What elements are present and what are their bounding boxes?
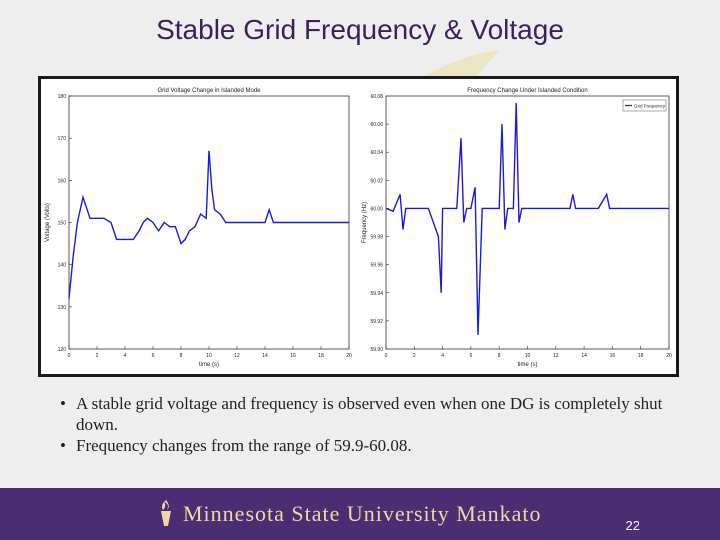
x-tick-label: 18	[637, 353, 644, 359]
x-tick-label: 2	[95, 353, 99, 359]
y-axis-label: Frequency (Hz)	[362, 201, 368, 244]
y-tick-label: 60.06	[370, 122, 383, 129]
x-tick-label: 6	[151, 353, 155, 359]
x-tick-label: 12	[553, 353, 559, 359]
x-tick-label: 20	[666, 353, 672, 359]
bullet-item	[60, 435, 680, 456]
x-tick-label: 4	[441, 353, 444, 359]
chart-title: Frequency Change Under Islanded Condition	[467, 88, 588, 94]
x-tick-label: 0	[67, 353, 71, 359]
x-tick-label: 2	[412, 353, 416, 359]
figure-panel	[41, 79, 676, 374]
x-tick-label: 18	[318, 353, 324, 359]
voltage-chart	[45, 88, 352, 368]
y-tick-label: 60.00	[370, 206, 383, 213]
university-name: Minnesota State University Mankato	[183, 501, 542, 526]
y-axis-label: Voltage (Volts)	[45, 203, 51, 242]
x-tick-label: 8	[179, 353, 183, 359]
bullet-marker: •	[60, 394, 66, 413]
bullet-marker: •	[60, 436, 66, 455]
x-tick-label: 0	[384, 353, 388, 359]
bullet-text: Frequency changes from the range of 59.9-60.08.	[76, 436, 412, 455]
y-tick-label: 59.98	[370, 234, 383, 241]
charts-svg	[41, 79, 676, 374]
figure-frame	[38, 76, 679, 377]
x-tick-label: 12	[234, 353, 240, 359]
y-tick-label: 160	[57, 178, 66, 185]
bullet-text: A stable grid voltage and frequency is observed even when one DG is completely shut down.	[76, 394, 663, 434]
y-tick-label: 59.94	[370, 290, 383, 297]
y-tick-label: 60.02	[370, 178, 383, 185]
x-axis-label: time (s)	[517, 362, 538, 368]
y-tick-label: 59.92	[370, 318, 383, 325]
y-tick-label: 59.90	[370, 347, 383, 353]
legend-label: Grid Frequency	[634, 103, 666, 109]
x-axis-label: time (s)	[199, 362, 219, 368]
y-tick-label: 60.04	[370, 150, 383, 157]
x-tick-label: 16	[609, 353, 616, 359]
slide-title: Stable Grid Frequency & Voltage	[156, 14, 564, 45]
chart-title: Grid Voltage Change in Islanded Mode	[157, 88, 261, 94]
y-tick-label: 120	[57, 347, 66, 353]
torch-icon	[156, 498, 176, 530]
y-tick-label: 150	[57, 220, 66, 227]
x-tick-label: 10	[524, 353, 531, 359]
page-number: 22	[625, 518, 640, 533]
footer-bar	[0, 488, 720, 540]
x-tick-label: 16	[290, 353, 296, 359]
bullet-list	[60, 393, 680, 456]
x-tick-label: 14	[262, 353, 268, 359]
y-tick-label: 130	[57, 304, 66, 311]
x-tick-label: 10	[206, 353, 212, 359]
plot-area	[386, 96, 669, 349]
y-tick-label: 60.08	[370, 94, 383, 100]
y-tick-label: 180	[57, 94, 66, 100]
x-tick-label: 14	[581, 353, 587, 359]
bullet-item	[60, 393, 680, 435]
y-tick-label: 140	[57, 262, 66, 269]
x-tick-label: 8	[497, 353, 501, 359]
x-tick-label: 20	[346, 353, 352, 359]
x-tick-label: 6	[469, 353, 473, 359]
y-tick-label: 170	[57, 136, 66, 143]
y-tick-label: 59.96	[370, 262, 383, 269]
frequency-chart	[362, 88, 672, 368]
x-tick-label: 4	[123, 353, 127, 359]
